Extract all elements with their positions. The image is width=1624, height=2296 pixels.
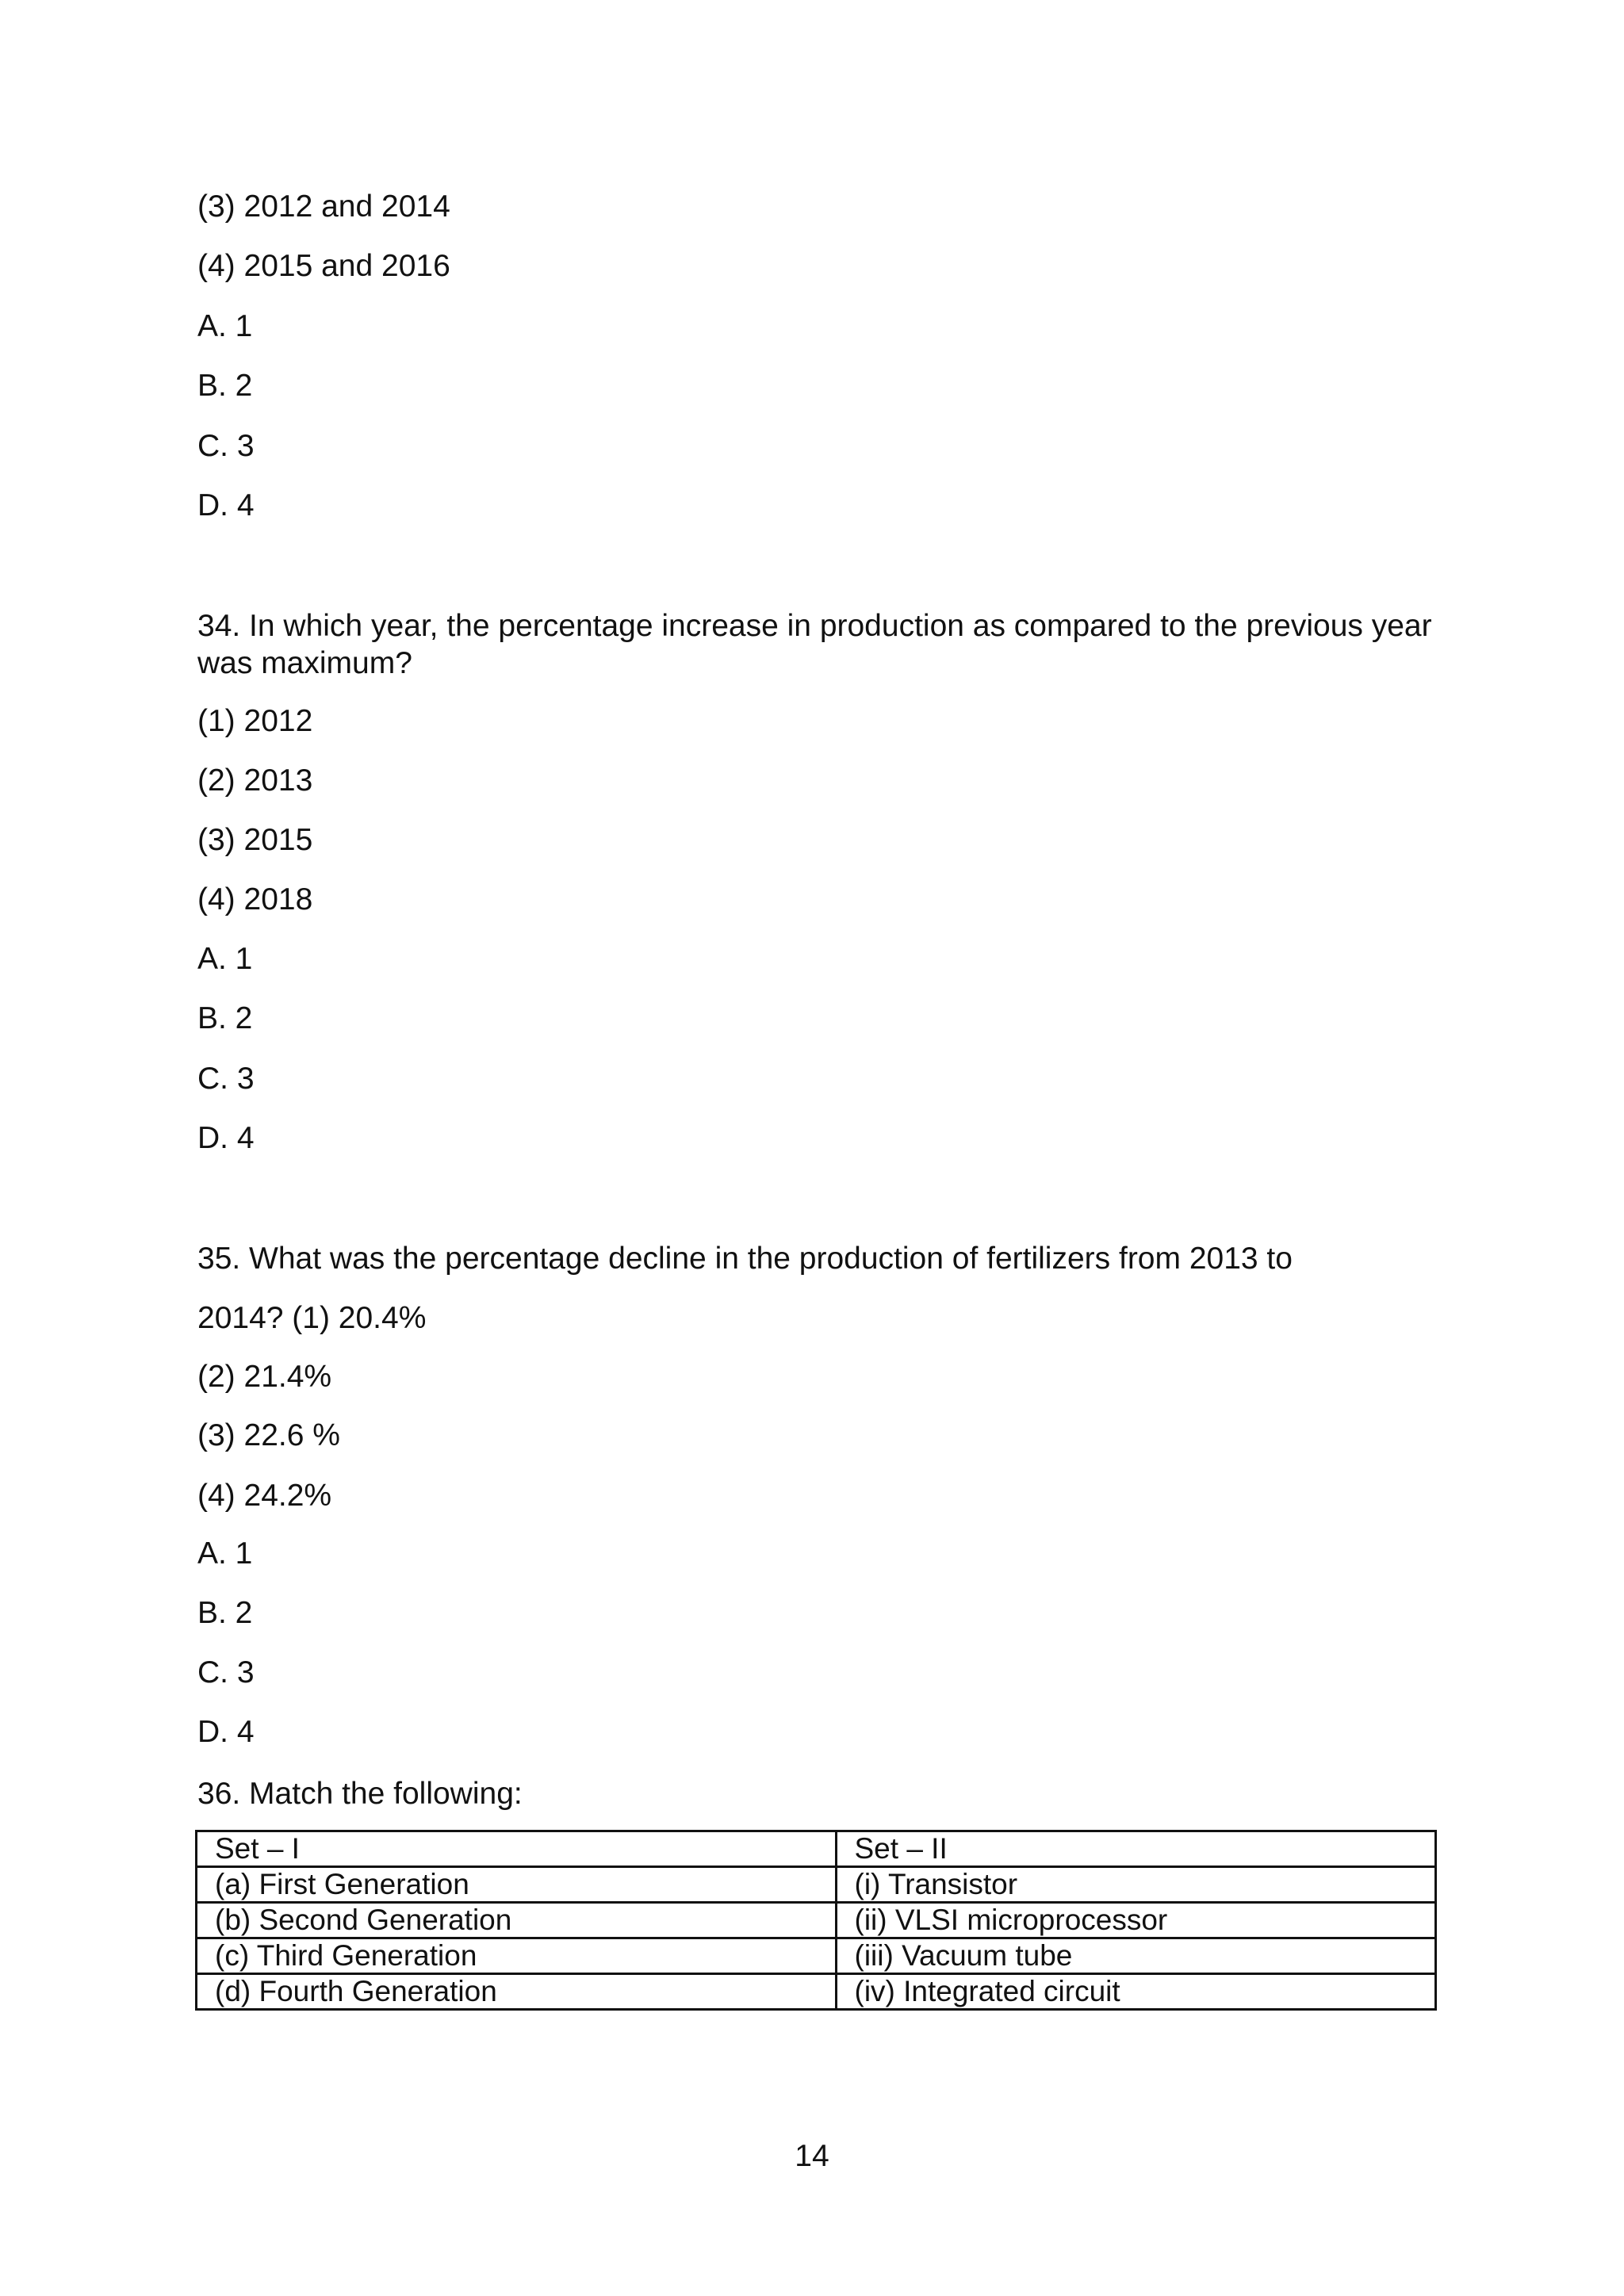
- q35-option-4: (4) 24.2%: [197, 1479, 332, 1513]
- q34-option-1: (1) 2012: [197, 704, 313, 738]
- table-cell-set-2: (i) Transistor: [836, 1867, 1436, 1903]
- q35-answer-c: C. 3: [197, 1655, 255, 1689]
- q35-option-3: (3) 22.6 %: [197, 1418, 340, 1452]
- q33-option-4: (4) 2015 and 2016: [197, 249, 450, 283]
- q36-question: 36. Match the following:: [197, 1777, 523, 1811]
- table-row: [197, 1903, 1436, 1938]
- q34-answer-c: C. 3: [197, 1062, 255, 1096]
- q34-option-2: (2) 2013: [197, 763, 313, 798]
- q34-option-3: (3) 2015: [197, 823, 313, 857]
- q34-answer-b: B. 2: [197, 1001, 253, 1035]
- q35-question-line2: 2014? (1) 20.4%: [197, 1301, 427, 1335]
- table-cell-set-1: (b) Second Generation: [197, 1903, 837, 1938]
- q34-answer-a: A. 1: [197, 942, 253, 976]
- q34-option-4: (4) 2018: [197, 882, 313, 916]
- q35-answer-b: B. 2: [197, 1596, 253, 1630]
- q34-answer-d: D. 4: [197, 1121, 255, 1155]
- q33-answer-c: C. 3: [197, 429, 255, 463]
- q33-answer-d: D. 4: [197, 488, 255, 522]
- q35-question-line1: 35. What was the percentage decline in the production of fertilizers from 2013 to: [197, 1242, 1293, 1276]
- table-cell-set-2: (ii) VLSI microprocessor: [836, 1903, 1436, 1938]
- table-cell-set-1: (d) Fourth Generation: [197, 1974, 837, 2010]
- table-row: [197, 1974, 1436, 2010]
- table-header-set-2: Set – II: [836, 1831, 1436, 1867]
- q35-answer-d: D. 4: [197, 1715, 255, 1749]
- q34-question-line2: was maximum?: [197, 646, 412, 680]
- table-cell-set-1: (a) First Generation: [197, 1867, 837, 1903]
- table-cell-set-2: (iii) Vacuum tube: [836, 1938, 1436, 1974]
- q35-option-2: (2) 21.4%: [197, 1360, 332, 1394]
- table-cell-set-1: (c) Third Generation: [197, 1938, 837, 1974]
- table-row: [197, 1938, 1436, 1974]
- q35-answer-a: A. 1: [197, 1536, 253, 1571]
- q33-option-3: (3) 2012 and 2014: [197, 189, 450, 224]
- q33-answer-b: B. 2: [197, 369, 253, 403]
- table-row: [197, 1867, 1436, 1903]
- page-number: 14: [795, 2139, 829, 2173]
- q33-answer-a: A. 1: [197, 309, 253, 343]
- table-header-row: [197, 1831, 1436, 1867]
- table-header-set-1: Set – I: [197, 1831, 837, 1867]
- table-cell-set-2: (iv) Integrated circuit: [836, 1974, 1436, 2010]
- q34-question-line1: 34. In which year, the percentage increase in production as compared to the previous year: [197, 609, 1432, 643]
- match-table: [195, 1830, 1437, 2011]
